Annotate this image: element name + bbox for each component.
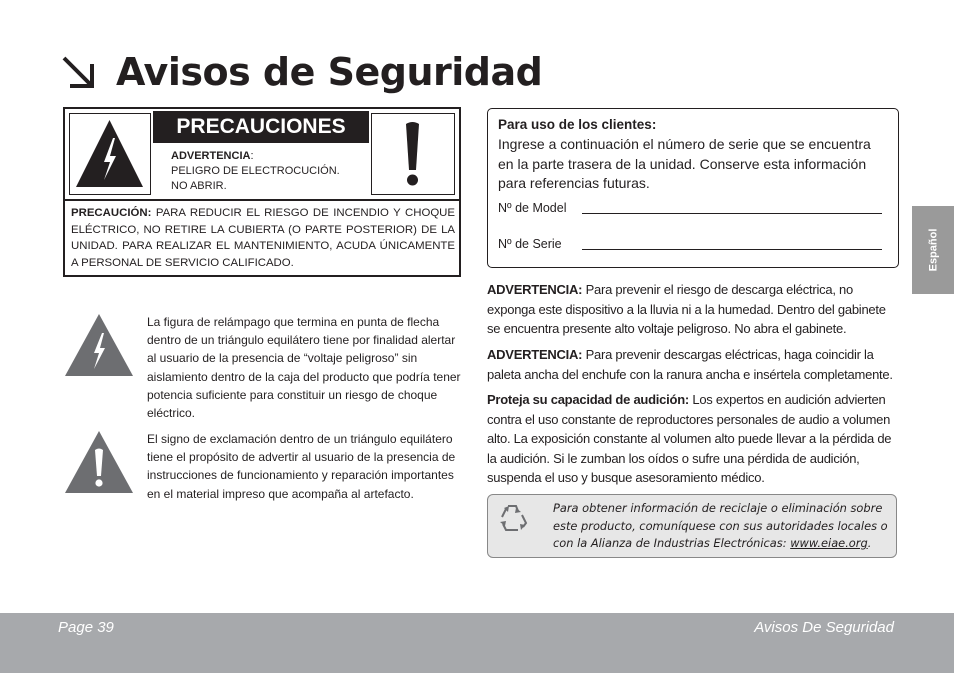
precautions-top-row xyxy=(65,109,459,201)
recycle-text-end: . xyxy=(867,536,872,550)
caution-body: PARA REDUCIR EL RIESGO DE INCENDIO Y CHOQUE ELÉCTRICO, NO RETIRE LA CUBIERTA (O PARTE POSTERIOR) DE LA UNIDAD. PARA REALIZAR EL MANTENIMIENTO, ACUDA ÚNICAMENTE A PERSONAL DE SERVICIO CALIFICADO. xyxy=(71,207,455,269)
diagonal-arrow-icon xyxy=(58,52,100,94)
serial-number-box xyxy=(487,108,899,268)
warning-text-moisture: Para prevenir el riesgo de descarga eléctrica, no exponga este dispositivo a la lluvia ni a la humedad. Dentro del gabinete se encuentra presente alto voltaje peligroso. No abra el gabinete. xyxy=(487,282,886,336)
serial-number-field[interactable] xyxy=(582,249,882,250)
warning-text-plug: Para prevenir descargas eléctricas, haga coincidir la paleta ancha del enchufe con la ranura ancha e insértela completamente. xyxy=(487,347,893,382)
warning-label-hearing: Proteja su capacidad de audición: xyxy=(487,392,689,407)
warning-label-plug: ADVERTENCIA: xyxy=(487,347,583,362)
warning-block xyxy=(171,149,367,194)
caution-label: PRECAUCIÓN: xyxy=(71,207,152,219)
serial-instructions: Ingrese a continuación el número de serie que se encuentra en la parte trasera de la unidad. Conserve esta información para referencias futuras. xyxy=(498,136,871,191)
recycle-info-box xyxy=(487,494,897,558)
symbol-text-exclamation: El signo de exclamación dentro de un triángulo equilátero tiene el propósito de advertir al usuario de la presencia de instrucciones de funcionamiento y reparación importantes en el material impreso que acompaña al artefacto. xyxy=(147,432,456,501)
language-tab-label: Español xyxy=(927,228,940,272)
warning-colon: : xyxy=(250,150,254,162)
precautions-box xyxy=(63,107,461,277)
footer-page-number: Page 39 xyxy=(58,619,114,636)
warning-paragraph-plug xyxy=(487,345,899,384)
warning-line-2: NO ABRIR. xyxy=(171,180,227,192)
page-title: Avisos de Seguridad xyxy=(116,50,543,94)
recycle-icon xyxy=(498,502,530,540)
footer-section-title: Avisos De Seguridad xyxy=(754,619,894,636)
warning-line-1: PELIGRO DE ELECTROCUCIÓN. xyxy=(171,165,340,177)
serial-number-label: Nº de Serie xyxy=(498,237,562,251)
footer-bar xyxy=(0,613,954,673)
precautions-center xyxy=(153,109,369,199)
language-tab[interactable] xyxy=(912,206,954,294)
model-number-label: Nº de Model xyxy=(498,201,567,215)
serial-heading: Para uso de los clientes: xyxy=(498,117,657,132)
recycle-text xyxy=(553,500,893,553)
warning-paragraph-hearing xyxy=(487,390,899,488)
warning-label: ADVERTENCIA xyxy=(171,150,251,162)
eiae-link[interactable]: www.eiae.org xyxy=(790,536,868,550)
caution-text xyxy=(71,205,455,271)
lightning-triangle-icon xyxy=(64,313,134,377)
lightning-triangle-icon xyxy=(69,113,151,195)
warning-paragraph-moisture xyxy=(487,280,899,339)
exclamation-icon xyxy=(371,113,455,195)
precautions-header: PRECAUCIONES xyxy=(153,111,369,143)
symbol-text-lightning: La figura de relámpago que termina en punta de flecha dentro de un triángulo equilátero tiene por finalidad alertar al usuario de la presencia de “voltaje peligroso” sin aislamiento dentro de la caja del producto que podría tener potencia suficiente para constituir un riesgo de choque eléctrico. xyxy=(147,315,461,421)
exclamation-triangle-icon xyxy=(64,430,134,494)
warning-label-moisture: ADVERTENCIA: xyxy=(487,282,583,297)
recycle-text-body: Para obtener información de reciclaje o eliminación sobre este producto, comuníquese con sus autoridades locales o con la Alianza de Industrias Electrónicas: xyxy=(553,501,888,550)
model-number-field[interactable] xyxy=(582,213,882,214)
warning-text-hearing: Los expertos en audición advierten contra el uso constante de reproductores personales de audio a volumen alto. La exposición constante al volumen alto puede llevar a la pérdida de la audición. Si le zumban los oídos o sufre una pérdida de audición, suspenda el uso y busque asesoramiento médico. xyxy=(487,392,892,485)
